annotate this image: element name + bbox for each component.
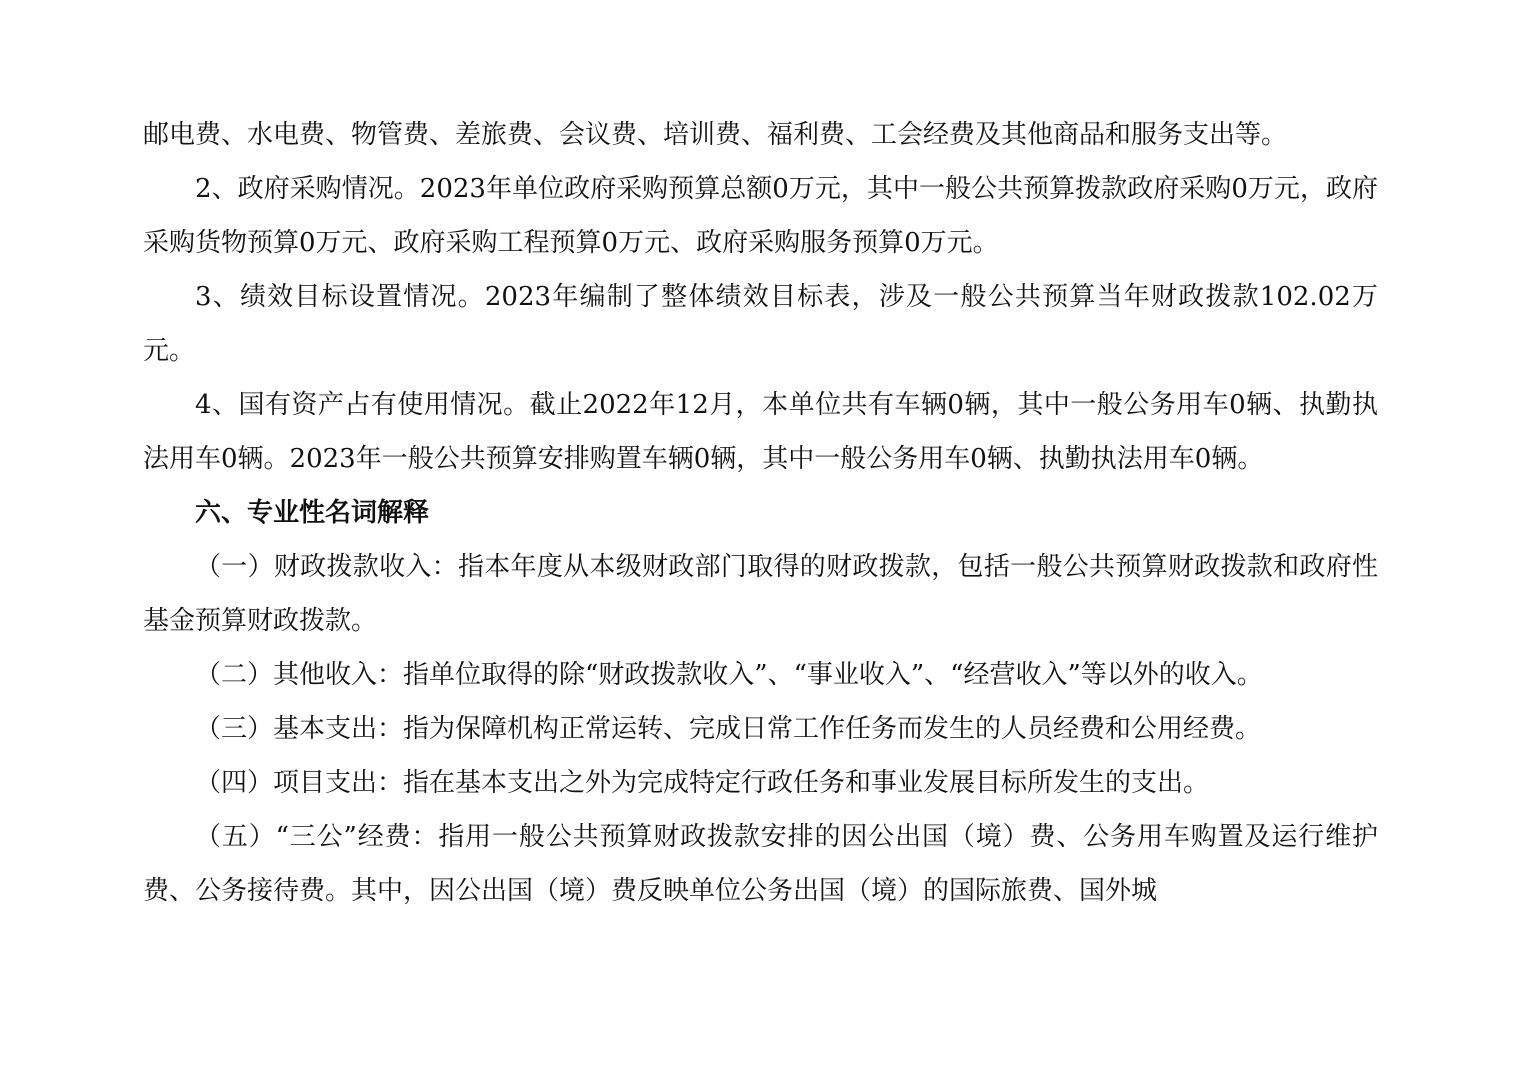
paragraph-performance-targets: 3、绩效目标设置情况。2023年编制了整体绩效目标表，涉及一般公共预算当年财政拨款102.02万元。 xyxy=(143,282,1378,366)
term-three-public-expenses: （五）“三公”经费：指用一般公共预算财政拨款安排的因公出国（境）费、公务用车购置及运行维护费、公务接待费。其中，因公出国（境）费反映单位公务出国（境）的国际旅费、国外城 xyxy=(143,822,1378,906)
term-fiscal-appropriation-income: （一）财政拨款收入：指本年度从本级财政部门取得的财政拨款，包括一般公共预算财政拨款和政府性基金预算财政拨款。 xyxy=(143,552,1378,636)
document-body xyxy=(143,108,1378,918)
paragraph-expense-list: 邮电费、水电费、物管费、差旅费、会议费、培训费、福利费、工会经费及其他商品和服务支出等。 xyxy=(143,120,1288,150)
paragraph-state-assets: 4、国有资产占有使用情况。截止2022年12月，本单位共有车辆0辆，其中一般公务用车0辆、执勤执法用车0辆。2023年一般公共预算安排购置车辆0辆，其中一般公务用车0辆、执勤执法用车0辆。 xyxy=(143,390,1378,474)
term-basic-expenditure: （三）基本支出：指为保障机构正常运转、完成日常工作任务而发生的人员经费和公用经费。 xyxy=(195,714,1262,744)
paragraph-government-procurement: 2、政府采购情况。2023年单位政府采购预算总额0万元，其中一般公共预算拨款政府采购0万元，政府采购货物预算0万元、政府采购工程预算0万元、政府采购服务预算0万元。 xyxy=(143,174,1378,258)
term-project-expenditure: （四）项目支出：指在基本支出之外为完成特定行政任务和事业发展目标所发生的支出。 xyxy=(195,768,1210,798)
section-heading-terms: 六、专业性名词解释 xyxy=(195,498,430,528)
term-other-income: （二）其他收入：指单位取得的除“财政拨款收入”、“事业收入”、“经营收入”等以外的收入。 xyxy=(195,660,1263,690)
